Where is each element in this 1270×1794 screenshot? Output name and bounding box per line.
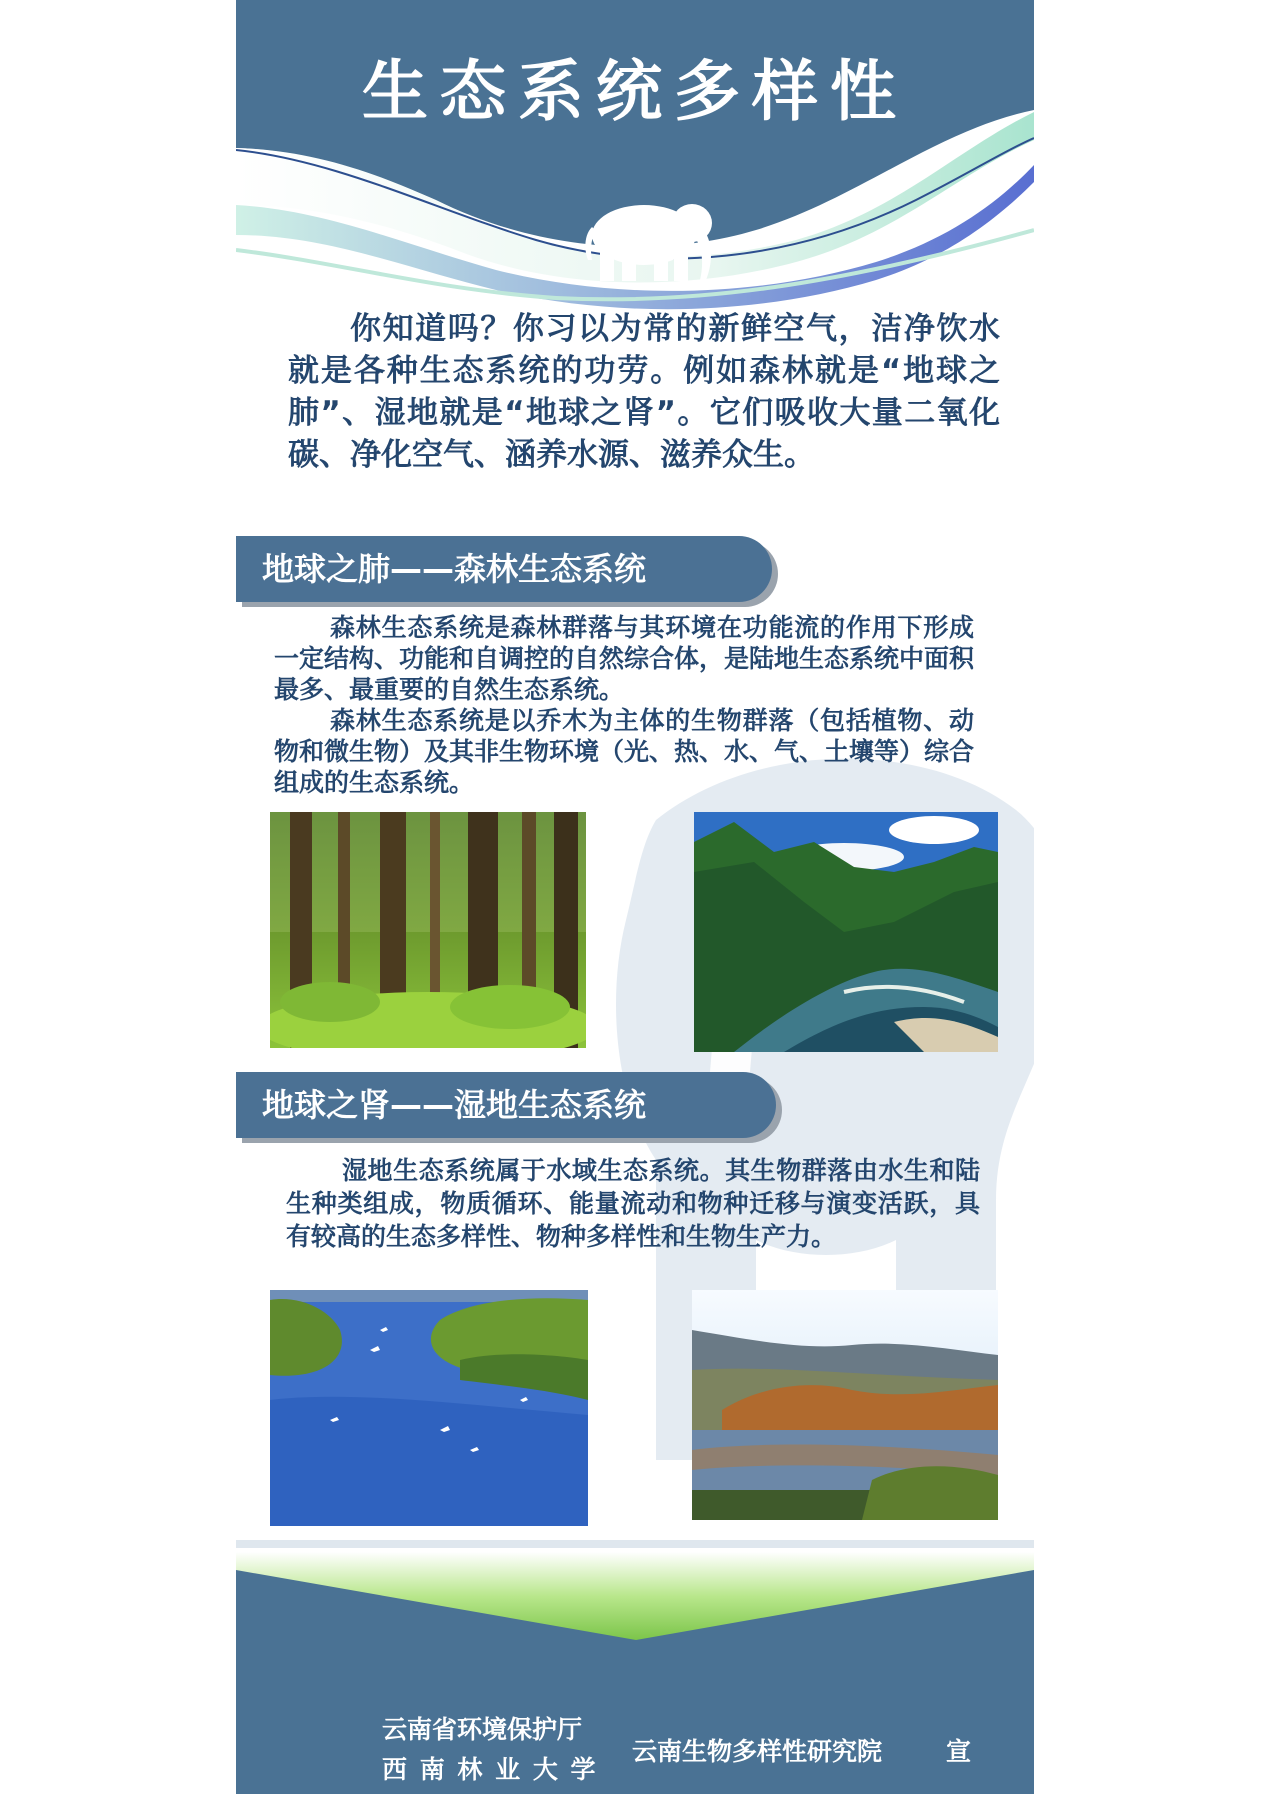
wetland-paragraph-1: 湿地生态系统属于水域生态系统。其生物群落由水生和陆生种类组成，物质循环、能量流动和物种迁移与演变活跃，具有较高的生态多样性、物种多样性和生物生产力。	[286, 1156, 980, 1251]
forest-paragraph-1: 森林生态系统是森林群落与其环境在功能流的作用下形成一定结构、功能和自调控的自然综合体，是陆地生态系统中面积最多、最重要的自然生态系统。	[274, 613, 975, 704]
org-env-protection: 云南省环境保护厅	[382, 1715, 583, 1744]
page-title: 生态系统多样性	[362, 53, 908, 130]
poster	[236, 0, 1034, 1794]
forest-photo-2	[694, 812, 998, 1052]
forest-photo-1	[270, 812, 586, 1048]
forest-description	[274, 612, 974, 798]
wetland-description	[286, 1154, 980, 1253]
publicity-suffix: 宣	[946, 1737, 972, 1766]
section-heading-label: 地球之肾——湿地生态系统	[262, 1086, 647, 1124]
wetland-photo-2	[692, 1290, 998, 1520]
footer-banner	[236, 1540, 1034, 1794]
section-heading-wetland	[236, 1072, 780, 1138]
org-forestry-university: 西 南 林 业 大 学	[382, 1755, 598, 1784]
intro-paragraph: 你知道吗？你习以为常的新鲜空气，洁净饮水就是各种生态系统的功劳。例如森林就是“地球之肺”、湿地就是“地球之肾”。它们吸收大量二氧化碳、净化空气、涵养水源、滋养众生。	[288, 311, 1000, 473]
header-banner	[236, 0, 1034, 320]
section-heading-forest	[236, 536, 776, 602]
section-heading-label: 地球之肺——森林生态系统	[262, 550, 647, 588]
forest-paragraph-2: 森林生态系统是以乔木为主体的生物群落（包括植物、动物和微生物）及其非生物环境（光、热、水、气、土壤等）综合组成的生态系统。	[274, 706, 975, 797]
wetland-photo-1	[270, 1290, 588, 1526]
org-biodiversity-institute: 云南生物多样性研究院	[632, 1737, 883, 1766]
